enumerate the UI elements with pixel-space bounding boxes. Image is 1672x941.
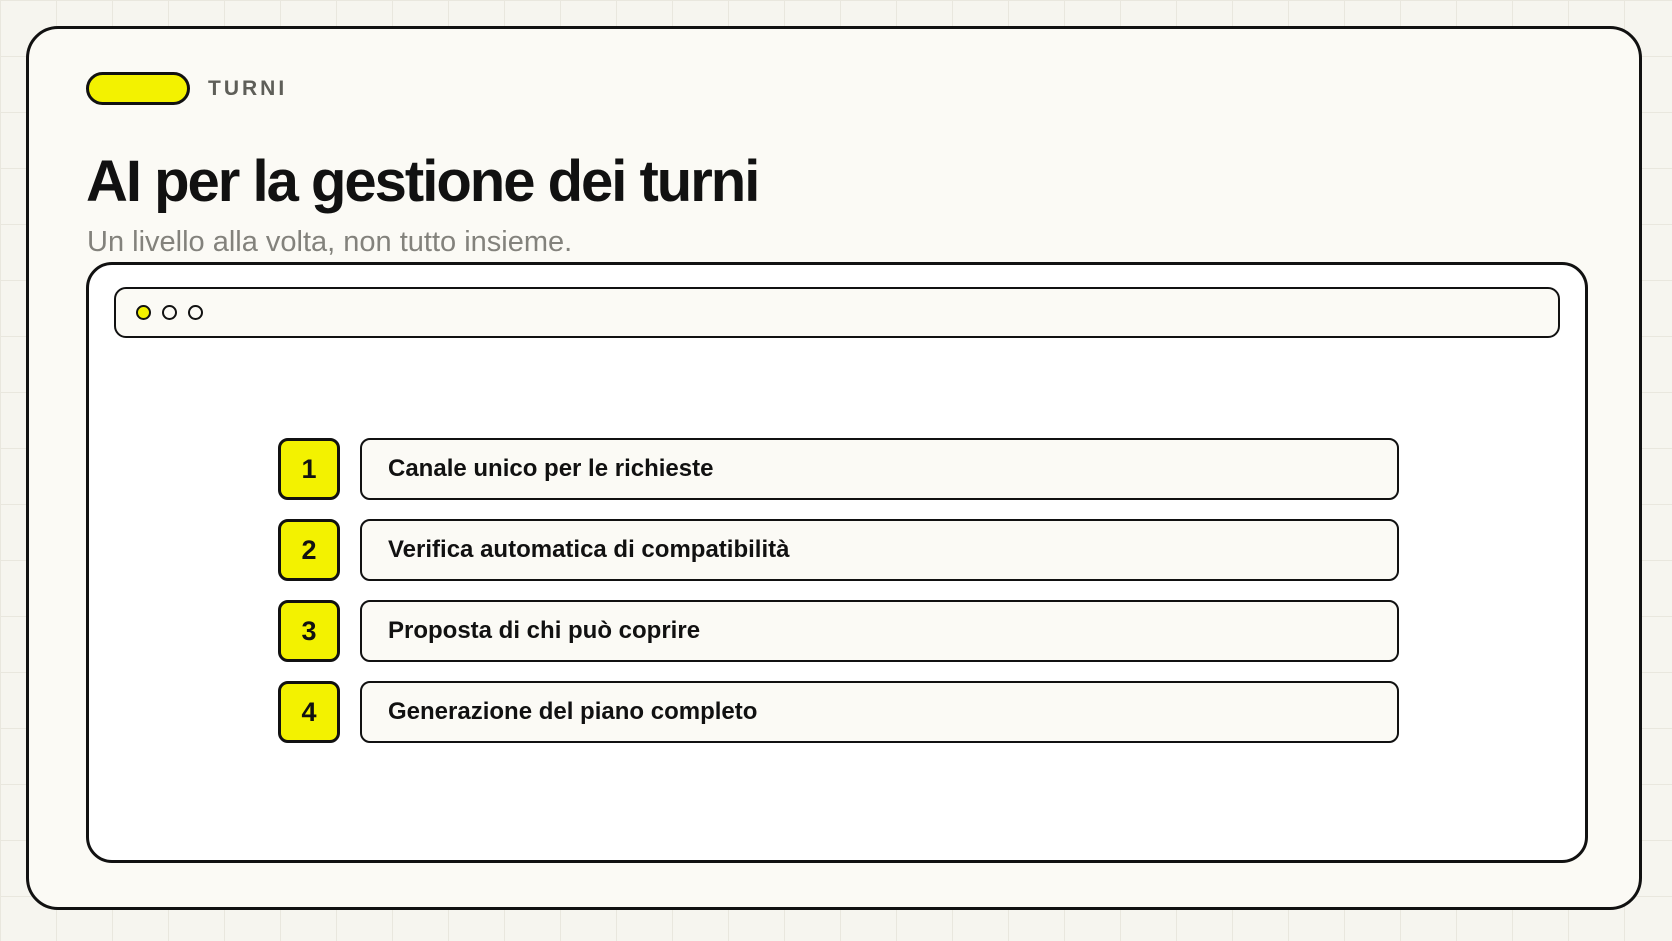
step-card: Canale unico per le richieste xyxy=(360,438,1399,500)
step-number-badge: 1 xyxy=(278,438,340,500)
tag-label: TURNI xyxy=(208,76,288,100)
window-dot-icon xyxy=(188,305,203,320)
page-title: AI per la gestione dei turni xyxy=(86,149,759,214)
step-number-badge: 2 xyxy=(278,519,340,581)
slide-card xyxy=(26,26,1642,910)
window-dot-icon xyxy=(162,305,177,320)
step-card: Proposta di chi può coprire xyxy=(360,600,1399,662)
step-card: Verifica automatica di compatibilità xyxy=(360,519,1399,581)
section-tag xyxy=(86,72,287,105)
window-dot-icon xyxy=(136,305,151,320)
browser-window-mockup xyxy=(86,262,1588,863)
window-title-bar xyxy=(114,287,1560,338)
step-card: Generazione del piano completo xyxy=(360,681,1399,743)
step-number-badge: 4 xyxy=(278,681,340,743)
step-number-badge: 3 xyxy=(278,600,340,662)
tag-pill xyxy=(86,72,190,105)
page-subtitle: Un livello alla volta, non tutto insieme. xyxy=(87,226,573,258)
